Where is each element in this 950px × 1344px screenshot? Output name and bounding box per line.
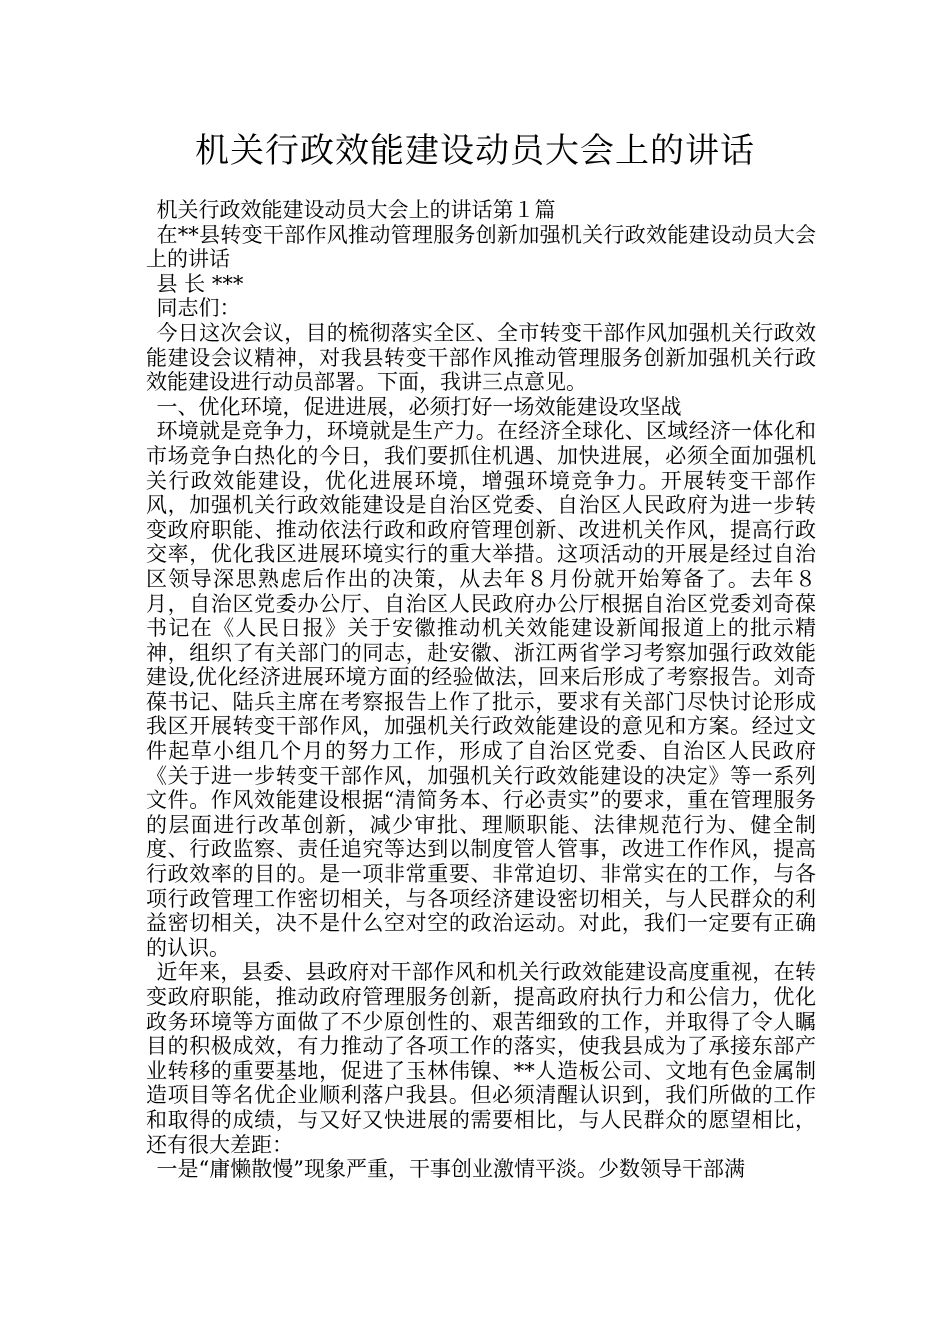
paragraph-speech-title: 在**县转变干部作风推动管理服务创新加强机关行政效能建设动员大会上的讲话 <box>146 222 816 272</box>
document-body <box>146 198 816 1182</box>
paragraph-section-heading: 一、优化环境，促进进展，必须打好一场效能建设攻坚战 <box>156 394 682 419</box>
paragraph-salutation: 同志们： <box>156 296 241 321</box>
paragraph-intro: 今日这次会议，目的梳彻落实全区、全市转变干部作风加强机关行政效能建设会议精神，对我县转变干部作风推动管理服务创新加强机关行政效能建设进行动员部署。下面，我讲三点意见。 <box>146 320 816 395</box>
paragraph-article-heading: 机关行政效能建设动员大会上的讲话第１篇 <box>156 198 556 222</box>
paragraph-body: 一是“庸懒散慢”现象严重，干事创业激情平淡。少数领导干部满 <box>156 1157 745 1182</box>
paragraph-speaker: 县 长 *** <box>156 271 244 296</box>
document-title: 机关行政效能建设动员大会上的讲话 <box>195 131 755 171</box>
paragraph-body: 近年来，县委、县政府对干部作风和机关行政效能建设高度重视，在转变政府职能，推动政府管理服务创新，提高政府执行力和公信力，优化政务环境等方面做了不少原创性的、艰苦细致的工作，并取得了令人瞩目的积极成效，有力推动了各项工作的落实，使我县成为了承接东部产业转移的重要基地，促进了玉林伟镍、**人造板公司、文地有色金属制造项目等名优企业顺利落户我县。但必须清醒认识到，我们所做的工作和取得的成绩，与又好又快进展的需要相比，与人民群众的愿望相比，还有很大差距： <box>146 960 816 1157</box>
paragraph-body: 环境就是竞争力，环境就是生产力。在经济全球化、区域经济一体化和市场竞争白热化的今日，我们要抓住机遇、加快进展，必须全面加强机关行政效能建设，优化进展环境，增强环境竞争力。开展转变干部作风，加强机关行政效能建设是自治区党委、自治区人民政府为进一步转变政府职能、推动依法行政和政府管理创新、改进机关作风，提高行政交率，优化我区进展环境实行的重大举措。这项活动的开展是经过自治区领导深思熟虑后作出的决策，从去年８月份就开始筹备了。去年８月，自治区党委办公厅、自治区人民政府办公厅根据自治区党委刘奇葆书记在《人民日报》关于安徽推动机关效能建设新闻报道上的批示精神，组织了有关部门的同志，赴安徽、浙江两省学习考察加强行政效能建设,优化经济进展环境方面的经验做法，回来后形成了考察报告。刘奇葆书记、陆兵主席在考察报告上作了批示，要求有关部门尽快讨论形成我区开展转变干部作风，加强机关行政效能建设的意见和方案。经过文件起草小组几个月的努力工作，形成了自治区党委、自治区人民政府《关于进一步转变干部作风，加强机关行政效能建设的决定》等一系列文件。作风效能建设根据“清简务本、行必责实”的要求，重在管理服务的层面进行改革创新，减少审批、理顺职能、法律规范行为、健全制度、行政监察、责任追究等达到以制度管人管事，改进工作作风，提高行政效率的目的。是一项非常重要、非常迫切、非常实在的工作，与各项行政管理工作密切相关，与各项经济建设密切相关，与人民群众的利益密切相关，决不是什么空对空的政治运动。对此，我们一定要有正确的认识。 <box>146 419 816 960</box>
